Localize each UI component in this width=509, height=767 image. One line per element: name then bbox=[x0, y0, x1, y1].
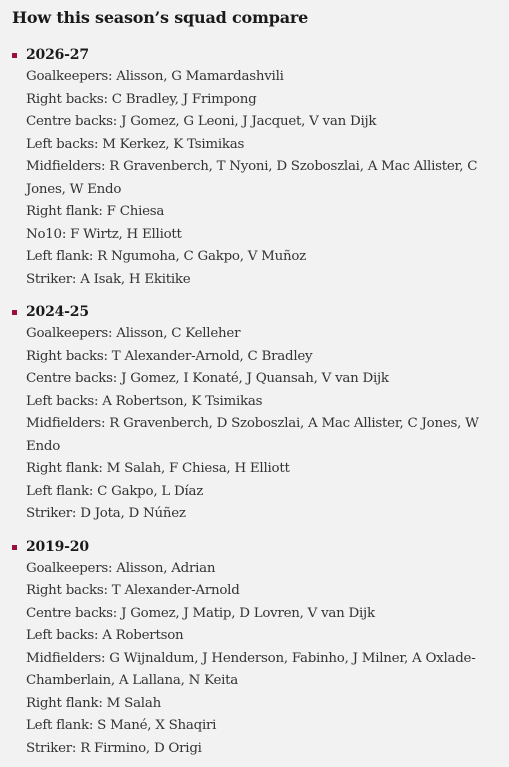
squad-line: Right flank: M Salah bbox=[26, 695, 161, 711]
squad-line: Midfielders: R Gravenberch, T Nyoni, D Szoboszlai, A Mac Allister, C bbox=[26, 159, 478, 174]
squad-line: Centre backs: J Gomez, J Matip, D Lovren, V van Dijk bbox=[26, 605, 375, 621]
squad-list bbox=[12, 558, 497, 761]
squad-line: Striker: R Firmino, D Origi bbox=[26, 740, 202, 756]
squad-line: Goalkeepers: Alisson, G Mamardashvili bbox=[26, 69, 284, 84]
squad-line: Jones, W Endo bbox=[26, 181, 122, 197]
bullet-square-icon bbox=[12, 310, 17, 315]
squad-line: Right flank: F Chiesa bbox=[26, 204, 165, 219]
squad-line: Chamberlain, A Lallana, N Keita bbox=[26, 673, 239, 688]
squad-line: Striker: A Isak, H Ekitike bbox=[26, 271, 191, 287]
squad-line: Endo bbox=[26, 438, 61, 454]
squad-line: Midfielders: R Gravenberch, D Szoboszlai, A Mac Allister, C Jones, W bbox=[26, 416, 479, 431]
bullet-square-icon bbox=[12, 545, 17, 550]
squad-line: Left flank: C Gakpo, L Díaz bbox=[26, 483, 204, 499]
squad-line: Left backs: A Robertson, K Tsimikas bbox=[26, 393, 263, 409]
squad-list bbox=[12, 323, 497, 526]
season-year: 2026-27 bbox=[26, 47, 89, 63]
squad-line: Striker: D Jota, D Núñez bbox=[26, 506, 186, 521]
squad-line: Goalkeepers: Alisson, Adrian bbox=[26, 560, 216, 576]
season-2024-25 bbox=[12, 301, 497, 526]
squad-line: No10: F Wirtz, H Elliott bbox=[26, 226, 182, 242]
squad-line: Left backs: M Kerkez, K Tsimikas bbox=[26, 136, 245, 152]
squad-line: Left flank: R Ngumoha, C Gakpo, V Muñoz bbox=[26, 249, 306, 264]
squad-line: Right backs: T Alexander-Arnold, C Bradley bbox=[26, 348, 313, 364]
season-year: 2024-25 bbox=[26, 304, 89, 320]
season-2026-27 bbox=[12, 44, 497, 291]
squad-list bbox=[12, 66, 497, 291]
squad-line: Left backs: A Robertson bbox=[26, 628, 184, 643]
squad-line: Right flank: M Salah, F Chiesa, H Elliott bbox=[26, 461, 290, 476]
squad-line: Centre backs: J Gomez, I Konaté, J Quansah, V van Dijk bbox=[26, 371, 389, 386]
squad-line: Centre backs: J Gomez, G Leoni, J Jacquet, V van Dijk bbox=[26, 114, 377, 129]
squad-line: Right backs: T Alexander-Arnold bbox=[26, 583, 240, 598]
season-2019-20 bbox=[12, 536, 497, 761]
squad-line: Left flank: S Mané, X Shaqiri bbox=[26, 718, 217, 733]
squad-line: Midfielders: G Wijnaldum, J Henderson, Fabinho, J Milner, A Oxlade- bbox=[26, 650, 476, 666]
squad-line: Right backs: C Bradley, J Frimpong bbox=[26, 91, 257, 107]
squad-line: Goalkeepers: Alisson, C Kelleher bbox=[26, 326, 241, 341]
page-title: How this season’s squad compare bbox=[12, 8, 309, 27]
season-year: 2019-20 bbox=[26, 538, 89, 555]
bullet-square-icon bbox=[12, 53, 17, 58]
